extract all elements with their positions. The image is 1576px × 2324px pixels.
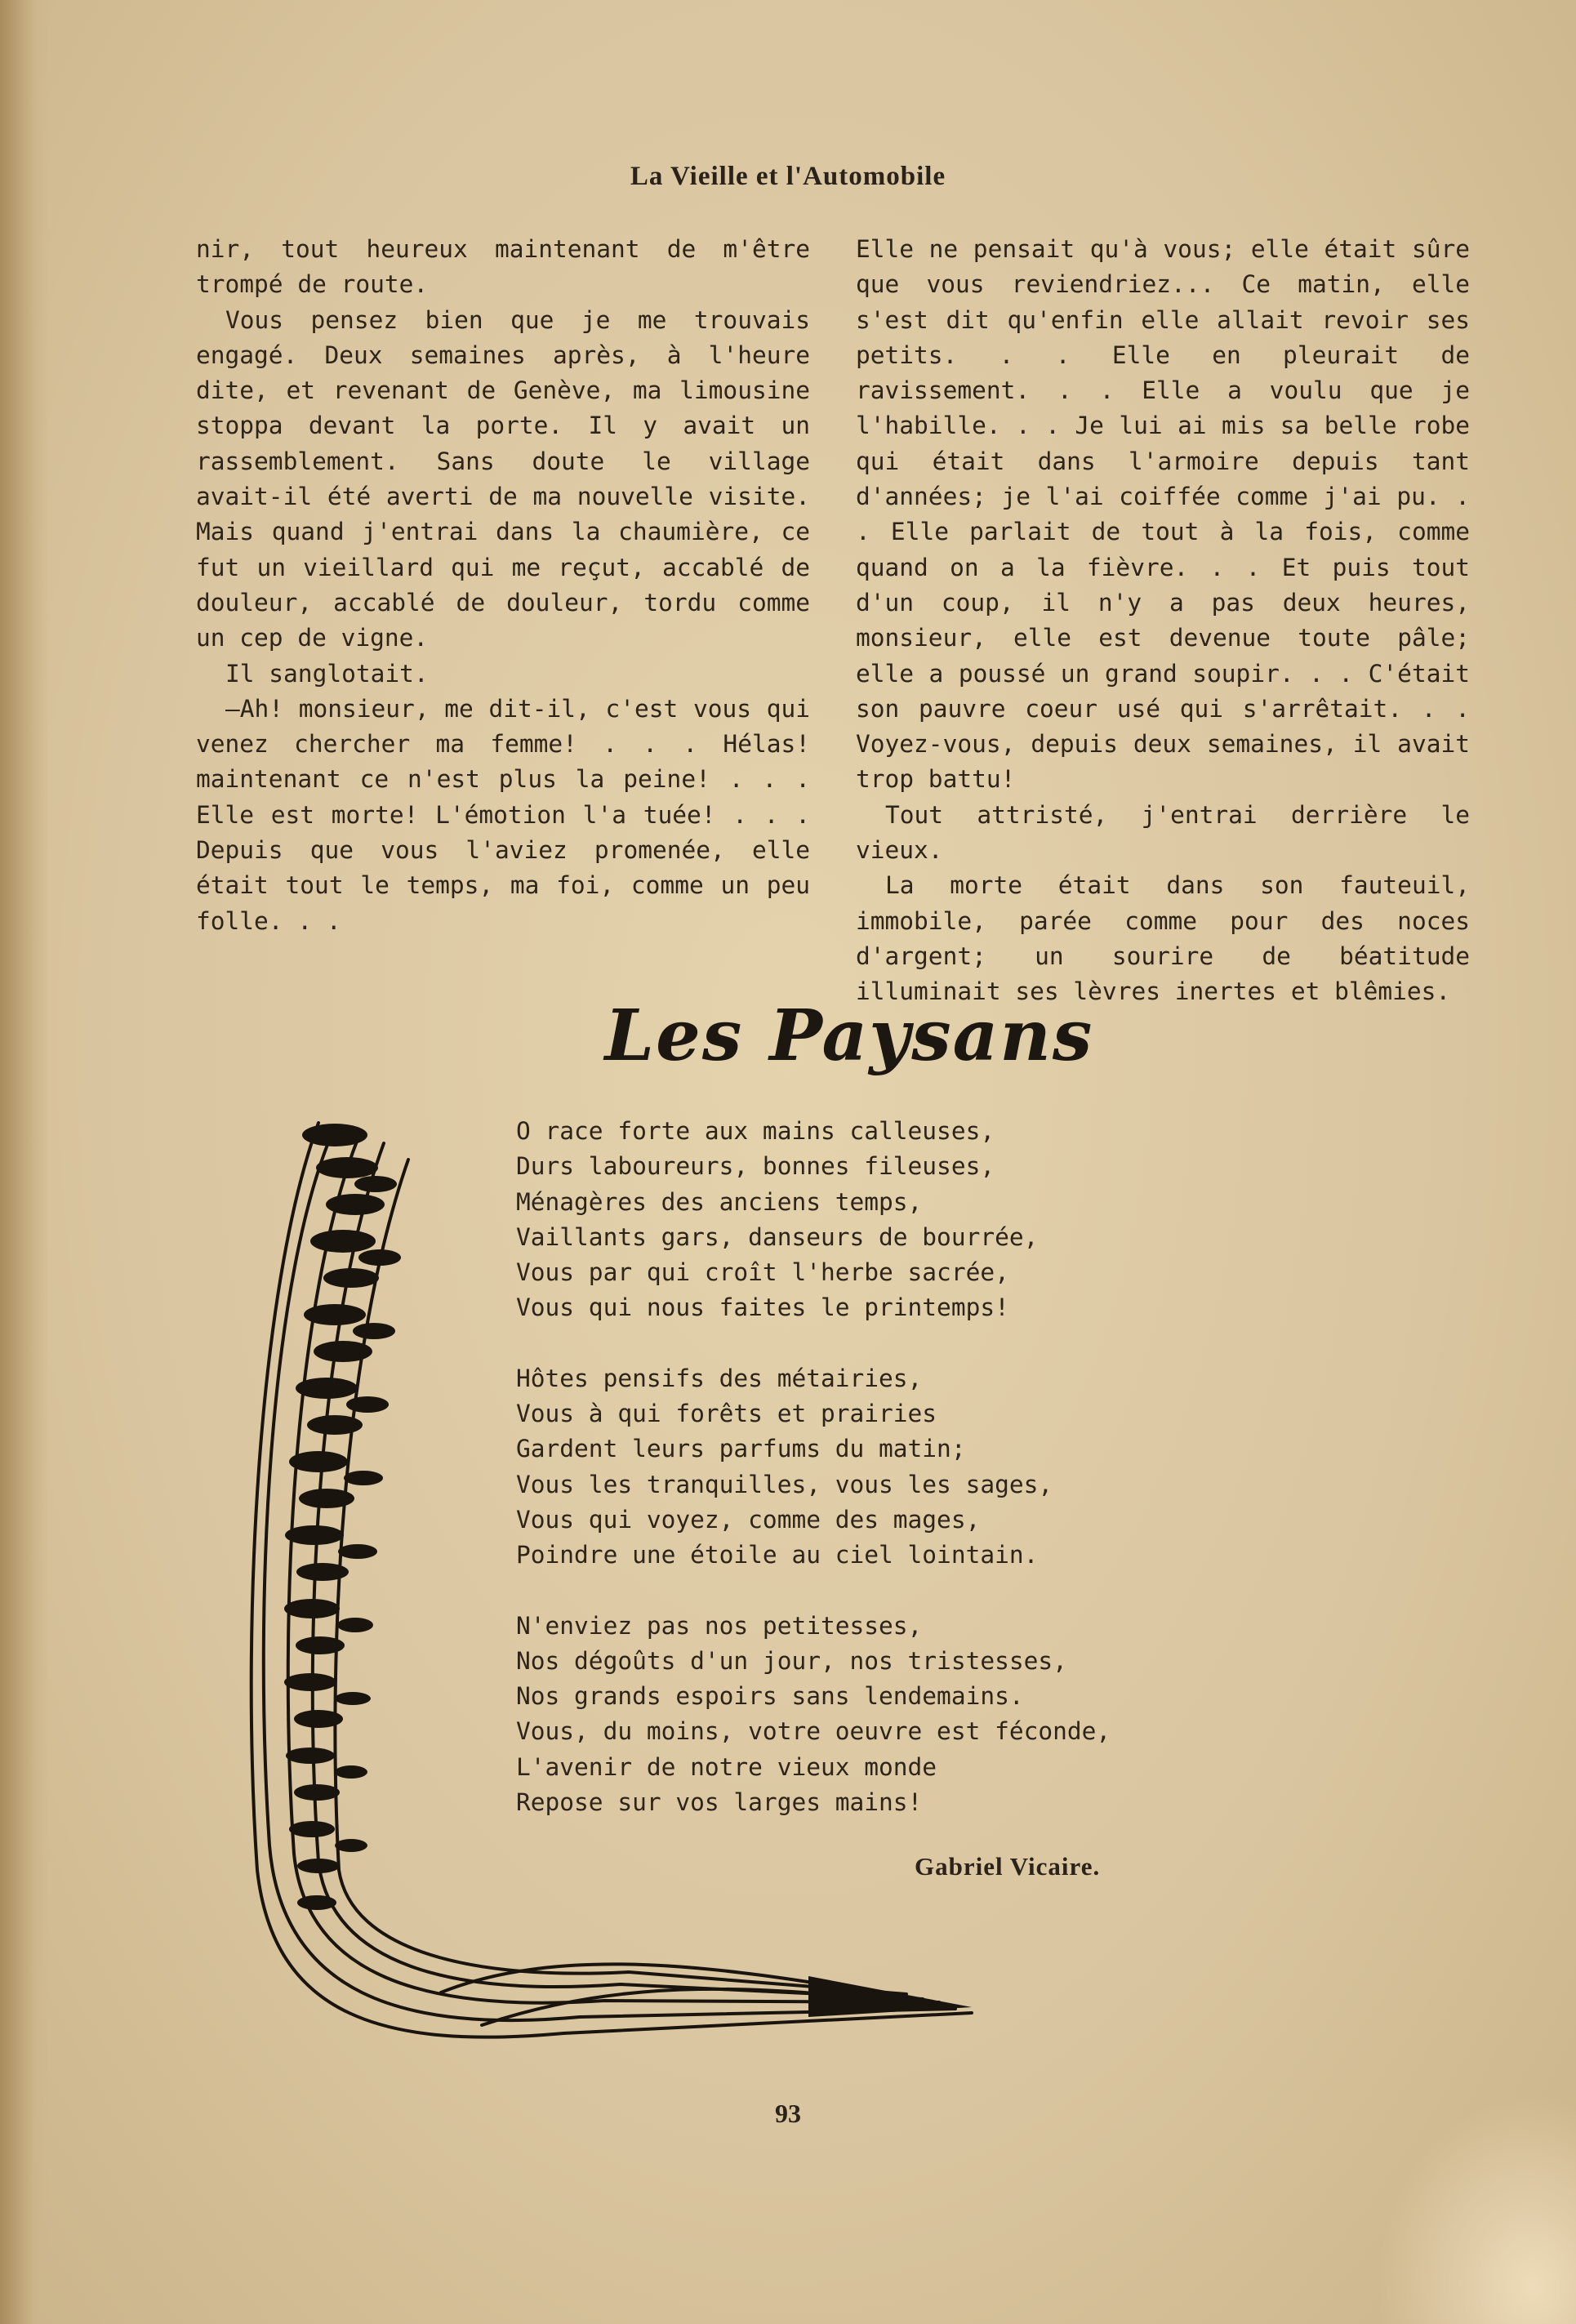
poem-line: Gardent leurs parfums du matin; <box>516 1435 966 1463</box>
page-gutter-shadow <box>0 0 49 2324</box>
paragraph: Elle ne pensait qu'à vous; elle était sûre que vous reviendriez... Ce matin, elle s'est dit qu'enfin elle allait revoir ses petits. . . Elle en pleurait de ravissement. . . Elle a voulu que je l'habille. . . Je lui ai mis sa belle robe qui était dans l'armoire depuis tant d'années; je l'ai coiffée comme j'ai pu. . . Elle parlait de tout à la fois, comme quand on a la fièvre. . . Et puis tout d'un coup, il n'y a pas deux heures, monsieur, elle est devenue toute pâle; elle a poussé un grand soupir. . . C'était son pauvre coeur usé qui s'arrêtait. . . Voyez-vous, depuis deux semaines, il avait trop battu! <box>856 235 1470 794</box>
poem-body <box>516 1114 1169 1855</box>
paragraph: Vous pensez bien que je me trouvais engagé. Deux semaines après, à l'heure dite, et revenant de Genève, ma limousine stoppa devant la porte. Il y avait un rassemblement. Sans doute le village avait-il été averti de ma nouvelle visite. Mais quand j'entrai dans la chaumière, ce fut un vieillard qui me reçut, accablé de douleur, accablé de douleur, tordu comme un cep de vigne. <box>196 305 810 652</box>
poem-line: Vous par qui croît l'herbe sacrée, <box>516 1258 1009 1287</box>
paragraph: nir, tout heureux maintenant de m'être trompé de route. <box>196 235 810 299</box>
poem-line: Vous, du moins, votre oeuvre est féconde, <box>516 1717 1111 1746</box>
poem-line: O race forte aux mains calleuses, <box>516 1117 995 1145</box>
paragraph: La morte était dans son fauteuil, immobile, parée comme pour des noces d'argent; un sourire de béatitude illuminait ses lèvres inertes et blêmies. <box>856 871 1470 1006</box>
left-column <box>196 232 810 939</box>
paragraph: Tout attristé, j'entrai derrière le vieux. <box>856 800 1470 865</box>
poem-line: Poindre une étoile au ciel lointain. <box>516 1541 1039 1569</box>
paragraph: —Ah! monsieur, me dit-il, c'est vous qui venez chercher ma femme! . . . Hélas! maintenant ce n'est plus la peine! . . . Elle est morte! L'émotion l'a tuée! . . . Depuis que vous l'aviez promenée, elle était tout le temps, ma foi, comme un peu folle. . . <box>196 694 810 935</box>
poem-line: Vous qui nous faites le printemps! <box>516 1293 1009 1322</box>
poem-line: Nos dégoûts d'un jour, nos tristesses, <box>516 1646 1067 1675</box>
stanza <box>516 1114 1169 1326</box>
right-column <box>856 232 1470 1010</box>
stanza <box>516 1361 1169 1574</box>
poem-line: Vous les tranquilles, vous les sages, <box>516 1470 1053 1498</box>
poem-line: Ménagères des anciens temps, <box>516 1187 923 1216</box>
page-number: 93 <box>775 2099 801 2128</box>
poem-line: Nos grands espoirs sans lendemains. <box>516 1682 1024 1711</box>
running-title: La Vieille et l'Automobile <box>630 162 946 191</box>
poem-line: Vous à qui forêts et prairies <box>516 1400 937 1428</box>
paragraph: Il sanglotait. <box>225 659 429 688</box>
poem-line: Repose sur vos larges mains! <box>516 1788 923 1817</box>
poem-title: Les Paysans <box>604 995 1094 1077</box>
poem-line: N'enviez pas nos petitesses, <box>516 1611 923 1640</box>
poem-line: Vaillants gars, danseurs de bourrée, <box>516 1222 1039 1251</box>
poem-line: Hôtes pensifs des métairies, <box>516 1364 923 1392</box>
stanza <box>516 1609 1169 1821</box>
poem-line: Durs laboureurs, bonnes fileuses, <box>516 1152 995 1181</box>
poem-line: L'avenir de notre vieux monde <box>516 1752 937 1781</box>
poem-line: Vous qui voyez, comme des mages, <box>516 1505 981 1534</box>
poem-author: Gabriel Vicaire. <box>915 1852 1101 1881</box>
